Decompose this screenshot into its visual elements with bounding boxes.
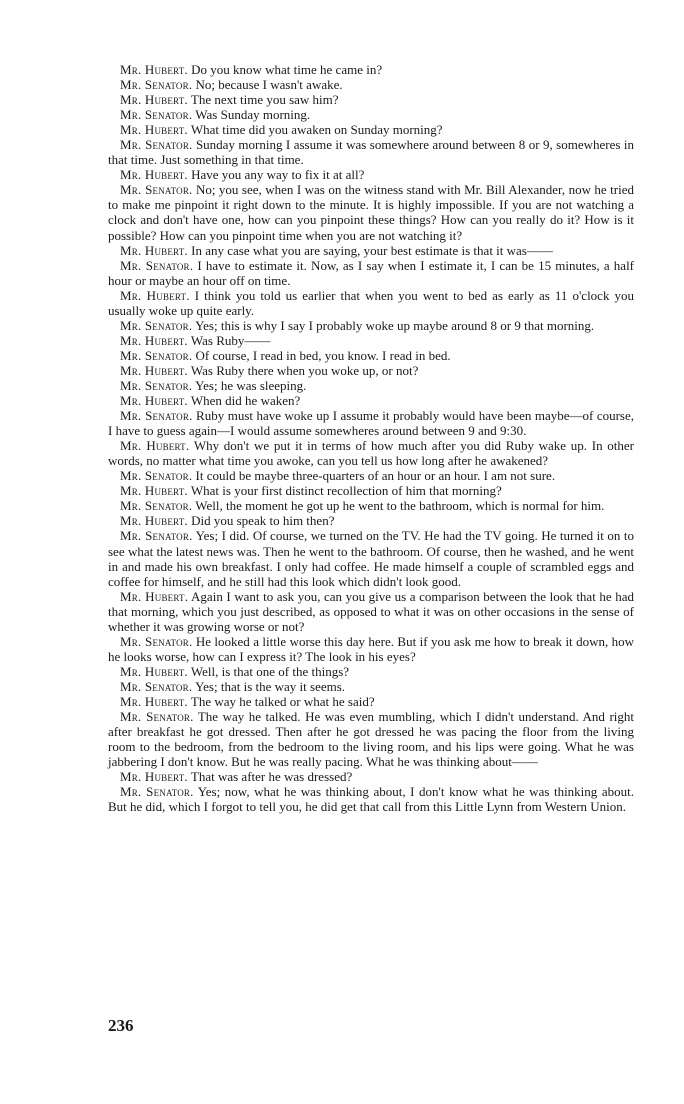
paragraph-text: Sunday morning I assume it was somewhere around between 8 or 9, somewheres in that time. Just something in that time. xyxy=(108,137,635,168)
paragraph-text: Yes; this is why I say I probably woke up maybe around 8 or 9 that morning. xyxy=(195,317,595,333)
speaker-label: Mr. Hubert. xyxy=(120,588,189,604)
paragraph xyxy=(108,107,634,122)
paragraph xyxy=(108,468,634,483)
speaker-label: Mr. Hubert. xyxy=(120,362,188,378)
paragraph xyxy=(108,363,634,378)
paragraph xyxy=(108,318,634,333)
paragraph-text: It could be maybe three-quarters of an hour or an hour. I am not sure. xyxy=(195,468,556,484)
paragraph-text: The next time you saw him? xyxy=(190,92,339,108)
speaker-label: Mr. Senator. xyxy=(120,182,193,198)
paragraph-text: When did he waken? xyxy=(190,393,301,409)
paragraph-text: Of course, I read in bed, you know. I read in bed. xyxy=(195,347,451,363)
paragraph-text: In any case what you are saying, your best estimate is that it was—— xyxy=(191,242,553,258)
paragraph xyxy=(108,258,634,288)
paragraph-text: I have to estimate it. Now, as I say when I estimate it, I can be 15 minutes, a half hour or maybe an hour off on time. xyxy=(108,257,635,288)
paragraph-text: Yes; I did. Of course, we turned on the TV. He had the TV going. He turned it on to see what the latest news was. Then he went to the bathroom. Of course, then he washed, and he went in and made his own breakfast. I only had coffee. He made himself a couple of scrambled eggs and coffee for himself, and he still had this look which didn't look good. xyxy=(108,528,634,589)
paragraph xyxy=(108,182,634,242)
speaker-label: Mr. Senator. xyxy=(120,709,194,725)
paragraph xyxy=(108,92,634,107)
paragraph xyxy=(108,137,634,167)
speaker-label: Mr. Senator. xyxy=(120,317,193,333)
paragraph-text: I think you told us earlier that when you went to bed as early as 11 o'clock you usually woke up quite early. xyxy=(108,287,634,318)
speaker-label: Mr. Hubert. xyxy=(120,513,188,529)
paragraph xyxy=(108,393,634,408)
paragraph-text: Again I want to ask you, can you give us a comparison between the look that he had that morning, which you just described, as opposed to what it was on other occasions in the sense of whether it was growing worse or not? xyxy=(108,588,634,634)
paragraph xyxy=(108,243,634,258)
paragraph xyxy=(108,288,634,318)
paragraph xyxy=(108,77,634,92)
speaker-label: Mr. Hubert. xyxy=(120,92,188,108)
paragraph xyxy=(108,483,634,498)
paragraph xyxy=(108,408,634,438)
paragraph-text: Well, is that one of the things? xyxy=(190,663,350,679)
speaker-label: Mr. Senator. xyxy=(120,137,193,153)
speaker-label: Mr. Senator. xyxy=(120,528,193,544)
speaker-label: Mr. Senator. xyxy=(120,257,194,273)
paragraph-text: Yes; now, what he was thinking about, I don't know what he was thinking about. But he did, which I forgot to tell you, he did get that call from this Little Lynn from Western Union. xyxy=(108,784,634,815)
paragraph-text: What is your first distinct recollection of him that morning? xyxy=(190,483,502,499)
paragraph xyxy=(108,784,634,814)
speaker-label: Mr. Senator. xyxy=(120,468,193,484)
paragraph-text: Did you speak to him then? xyxy=(191,513,335,529)
speaker-label: Mr. Hubert. xyxy=(120,438,190,454)
speaker-label: Mr. Senator. xyxy=(120,347,193,363)
paragraph xyxy=(108,679,634,694)
paragraph-text: Do you know what time he came in? xyxy=(191,62,383,77)
speaker-label: Mr. Hubert. xyxy=(120,663,188,679)
speaker-label: Mr. Hubert. xyxy=(120,769,188,785)
paragraph-text: Have you any way to fix it at all? xyxy=(191,167,365,183)
paragraph xyxy=(108,498,634,513)
paragraph xyxy=(108,62,634,77)
page-number: 236 xyxy=(108,1016,134,1035)
paragraph xyxy=(108,528,634,588)
speaker-label: Mr. Hubert. xyxy=(120,693,188,709)
paragraph xyxy=(108,709,634,769)
paragraph-text: That was after he was dressed? xyxy=(190,769,353,785)
paragraph xyxy=(108,634,634,664)
speaker-label: Mr. Senator. xyxy=(120,498,193,514)
speaker-label: Mr. Hubert. xyxy=(120,122,188,138)
paragraph-text: The way he talked or what he said? xyxy=(190,693,375,709)
paragraph-text: Was Ruby—— xyxy=(190,332,271,348)
paragraph xyxy=(108,664,634,679)
speaker-label: Mr. Hubert. xyxy=(120,393,188,409)
speaker-label: Mr. Hubert. xyxy=(120,287,190,303)
paragraph xyxy=(108,122,634,137)
paragraph xyxy=(108,167,634,182)
paragraph-text: Why don't we put it in terms of how much after you did Ruby wake up. In other words, no matter what time you awoke, can you tell us how long after he awakened? xyxy=(108,438,634,469)
paragraph-text: Ruby must have woke up I assume it probably would have been maybe—of course, I have to guess again—I would assume somewheres around between 9 and 9:30. xyxy=(108,408,634,439)
paragraph-text: Was Ruby there when you woke up, or not? xyxy=(190,362,419,378)
paragraph-text: Well, the moment he got up he went to the bathroom, which is normal for him. xyxy=(195,498,605,514)
speaker-label: Mr. Hubert. xyxy=(120,167,188,183)
speaker-label: Mr. Senator. xyxy=(120,678,193,694)
paragraph-text: Yes; that is the way it seems. xyxy=(195,678,346,694)
paragraph xyxy=(108,333,634,348)
paragraph xyxy=(108,769,634,784)
paragraph-text: No; you see, when I was on the witness stand with Mr. Bill Alexander, now he tried to make me pinpoint it right down to the minute. It is highly impossible. If you are not watching a clock and don't have one, how can you pinpoint these things? How can you really do it? How is it possible? How can you pinpoint time when you are not watching it? xyxy=(108,182,634,243)
paragraph-text: Was Sunday morning. xyxy=(195,107,311,123)
paragraph-text: No; because I wasn't awake. xyxy=(195,77,343,93)
paragraph xyxy=(108,438,634,468)
paragraph xyxy=(108,589,634,634)
paragraph-text: What time did you awaken on Sunday morning? xyxy=(190,122,443,138)
paragraph-text: Yes; he was sleeping. xyxy=(195,377,307,393)
paragraph xyxy=(108,694,634,709)
speaker-label: Mr. Senator. xyxy=(120,377,193,393)
speaker-label: Mr. Senator. xyxy=(120,107,193,123)
speaker-label: Mr. Senator. xyxy=(120,408,193,424)
speaker-label: Mr. Hubert. xyxy=(120,62,188,77)
paragraph xyxy=(108,513,634,528)
transcript-body xyxy=(108,62,634,814)
paragraph xyxy=(108,378,634,393)
speaker-label: Mr. Senator. xyxy=(120,633,193,649)
speaker-label: Mr. Hubert. xyxy=(120,242,188,258)
speaker-label: Mr. Hubert. xyxy=(120,332,188,348)
paragraph-text: The way he talked. He was even mumbling, which I didn't understand. And right after breakfast he got dressed. Then after he got dressed he was pacing the floor from the living room to the bedroom, from the bedroom to the living room, and his lips were going. What he was jabbering I don't know. But he was really pacing. What he was thinking about—— xyxy=(108,709,635,770)
speaker-label: Mr. Hubert. xyxy=(120,483,188,499)
paragraph-text: He looked a little worse this day here. But if you ask me how to break it down, how he looks worse, how can I express it? The look in his eyes? xyxy=(108,633,634,664)
speaker-label: Mr. Senator. xyxy=(120,77,193,93)
speaker-label: Mr. Senator. xyxy=(120,784,194,800)
paragraph xyxy=(108,348,634,363)
